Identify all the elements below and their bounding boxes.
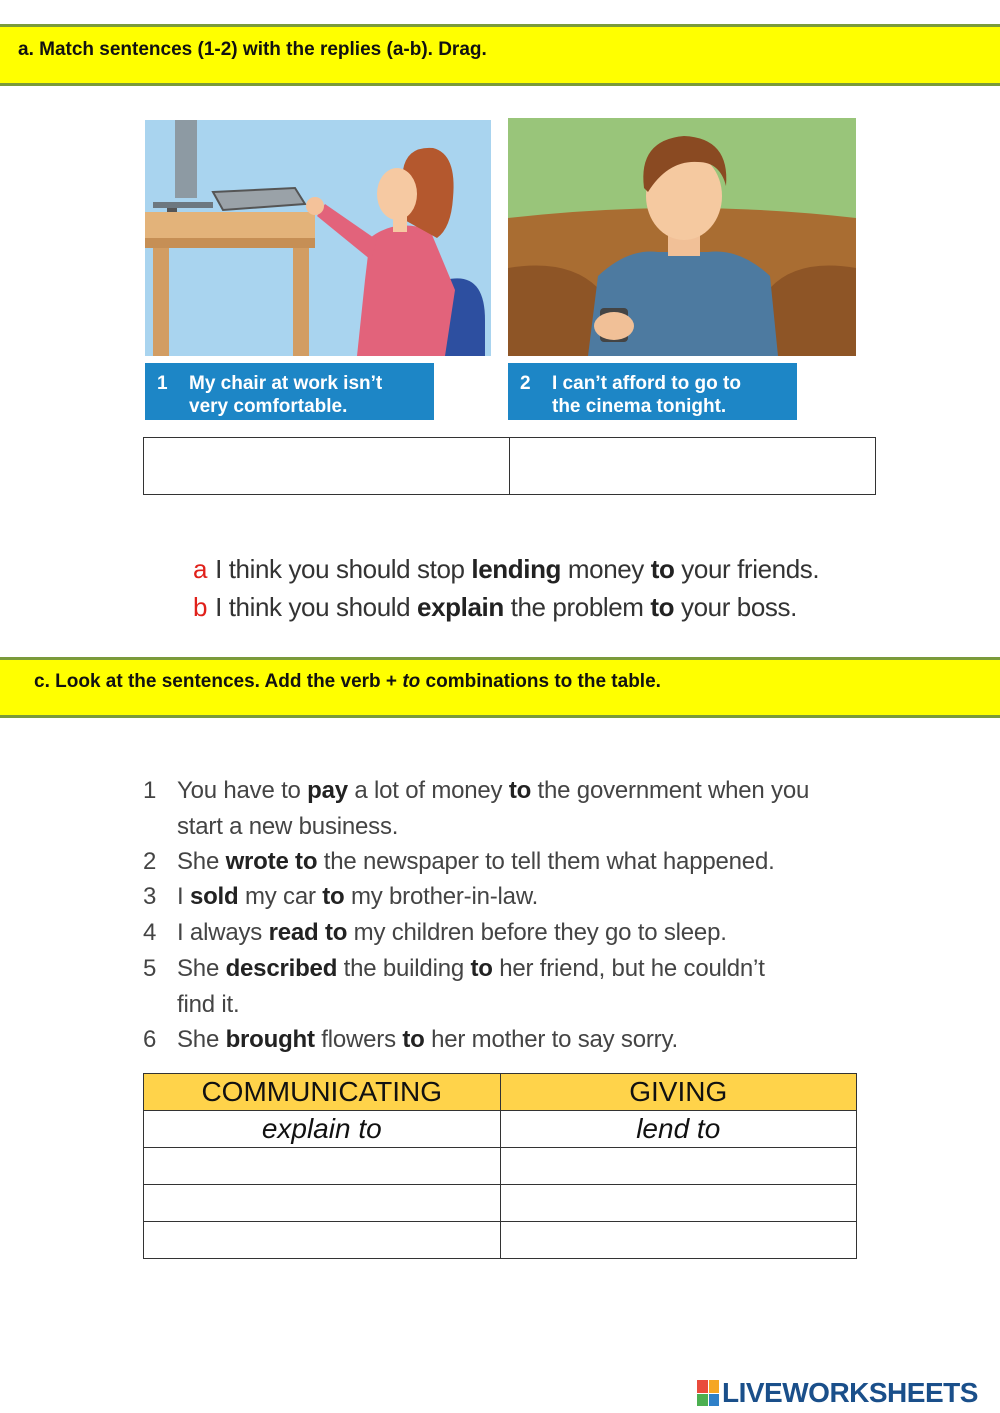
reply-letter: a [193, 554, 208, 584]
sentence-line: My chair at work isn’t [189, 373, 383, 394]
answer-cell[interactable] [144, 1185, 501, 1222]
reply-b[interactable] [193, 592, 797, 623]
verb-to-table [143, 1073, 857, 1259]
drop-box-2[interactable] [509, 438, 875, 494]
sentence-1: 1 You have to pay a lot of money to the government when you start a new business. [143, 777, 810, 840]
table-header-communicating: COMMUNICATING [144, 1074, 501, 1111]
answer-cell[interactable] [144, 1148, 501, 1185]
table-header-giving: GIVING [500, 1074, 857, 1111]
instruction-a: a. Match sentences (1-2) with the replies (a-b). Drag. [18, 39, 487, 60]
reply-letter: b [193, 592, 208, 622]
reply-text: I think you should stop [215, 554, 472, 584]
reply-keyword: to [650, 592, 675, 622]
sentence-3: 3 I sold my car to my brother-in-law. [143, 883, 539, 910]
illustration-woman-at-desk [145, 120, 491, 356]
sentence-6: 6 She brought flowers to her mother to say sorry. [143, 1026, 678, 1053]
instruction-c: c. Look at the sentences. Add the verb + to combinations to the table. [34, 671, 661, 692]
answer-cell[interactable] [144, 1222, 501, 1259]
example-cell: explain to [144, 1111, 501, 1148]
answer-cell[interactable] [500, 1222, 857, 1259]
sentence-5: 5 She described the building to her friend, but he couldn’t find it. [143, 955, 765, 1018]
reply-text: I think you should [215, 592, 418, 622]
sentence-4: 4 I always read to my children before they go to sleep. [143, 919, 727, 946]
answer-cell[interactable] [500, 1148, 857, 1185]
sentence-line: the cinema tonight. [552, 396, 727, 417]
sentence-number: 2 [520, 373, 531, 394]
liveworksheets-logo [697, 1376, 978, 1410]
logo-mark-icon [697, 1380, 719, 1406]
answer-cell[interactable] [500, 1185, 857, 1222]
reply-keyword: explain [417, 592, 504, 622]
reply-text: money [561, 554, 651, 584]
example-cell: lend to [500, 1111, 857, 1148]
sentence-number: 1 [157, 373, 168, 394]
reply-keyword: to [650, 554, 675, 584]
illustration-young-man-on-sofa [508, 118, 856, 356]
instruction-banner-a [0, 24, 1000, 86]
reply-text: your friends. [674, 554, 820, 584]
logo-text: LIVEWORKSHEETS [722, 1377, 978, 1408]
sentence-line: very comfortable. [189, 396, 348, 417]
reply-a[interactable] [193, 554, 819, 585]
reply-keyword: lending [471, 554, 562, 584]
reply-text: the problem [503, 592, 651, 622]
sentence-card-1 [145, 363, 434, 420]
sentence-line: I can’t afford to go to [552, 373, 741, 394]
drop-box-1[interactable] [144, 438, 509, 494]
answer-drop-row [143, 437, 876, 495]
sentence-card-2 [508, 363, 797, 420]
reply-text: your boss. [674, 592, 797, 622]
sentence-2: 2 She wrote to the newspaper to tell them what happened. [143, 848, 775, 875]
instruction-banner-c [0, 657, 1000, 718]
